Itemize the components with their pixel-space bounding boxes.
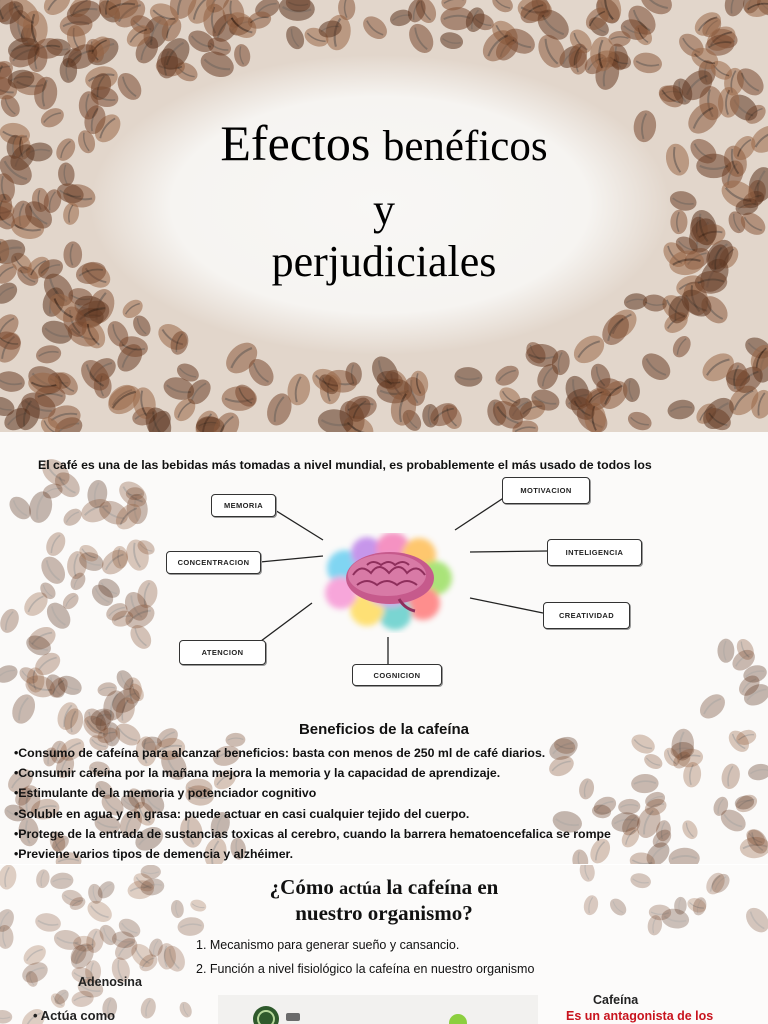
benefit-item: •Consumir cafeína por la mañana mejora la memoria y la capacidad de aprendizaje. bbox=[14, 766, 501, 781]
title-cafeina-en: la cafeína en bbox=[386, 875, 499, 899]
node-memoria: MEMORIA bbox=[211, 494, 276, 517]
title-line-3: perjudiciales bbox=[271, 237, 497, 286]
adenosina-label: Adenosina bbox=[78, 975, 142, 989]
title-actua: actúa bbox=[339, 878, 382, 898]
mechanism-slide bbox=[0, 865, 768, 1024]
title-word-beneficos: benéficos bbox=[382, 123, 548, 170]
molecule-icon bbox=[253, 1006, 279, 1024]
antagonista-text: Es un antagonista de los bbox=[566, 1009, 714, 1023]
node-motivacion: MOTIVACION bbox=[502, 477, 590, 504]
benefit-item: •Protege de la entrada de sustancias toxicas al cerebro, cuando la barrera hematoencefalica se rompe bbox=[14, 826, 611, 841]
connector-motivacion bbox=[455, 497, 505, 530]
title-como: ¿Cómo bbox=[269, 875, 334, 899]
step-item: 2. Función a nivel fisiológico la cafeína en nuestro organismo bbox=[196, 962, 535, 976]
node-atencion: ATENCION bbox=[179, 640, 266, 665]
title-slide bbox=[0, 0, 768, 432]
node-creatividad: CREATIVIDAD bbox=[543, 602, 630, 629]
benefits-list bbox=[14, 743, 611, 864]
node-cognicion: COGNICION bbox=[352, 664, 442, 686]
benefit-item: •Estimulante de la memoria y potenciador cognitivo bbox=[14, 786, 317, 801]
benefits-slide bbox=[0, 432, 768, 864]
title-line-2: nuestro organismo? bbox=[295, 901, 473, 925]
node-concentracion: CONCENTRACION bbox=[166, 551, 261, 574]
step-item: 1. Mecanismo para generar sueño y cansancio. bbox=[196, 938, 460, 952]
mechanism-title bbox=[0, 875, 768, 926]
brain-illustration bbox=[315, 533, 465, 633]
connector-atencion bbox=[257, 603, 312, 644]
benefits-title: Beneficios de la cafeína bbox=[298, 721, 470, 738]
connector-inteligencia bbox=[470, 551, 547, 552]
title-line-2: y bbox=[373, 185, 395, 234]
receptor-figure bbox=[218, 995, 538, 1024]
intro-text: El café es una de las bebidas más tomadas a nivel mundial, es probablemente el más usado de todos los bbox=[38, 458, 652, 472]
benefit-item: •Consumo de cafeína para alcanzar beneficios: basta con menos de 250 ml de café diarios. bbox=[14, 746, 546, 760]
node-inteligencia: INTELIGENCIA bbox=[547, 539, 642, 566]
title-line-1 bbox=[0, 115, 768, 171]
cafeina-label: Cafeína bbox=[593, 993, 639, 1007]
title-word-efectos: Efectos bbox=[220, 115, 371, 171]
steps-list bbox=[196, 933, 534, 981]
connector-concentracion bbox=[260, 556, 323, 562]
connector-creatividad bbox=[470, 598, 543, 613]
benefit-item: •Soluble en agua y en grasa: puede actuar en casi cualquier tejido del cuerpo. bbox=[14, 806, 470, 821]
benefit-item: •Previene varios tipos de demencia y alzhéimer. bbox=[14, 847, 294, 862]
actua-como-bullet: • Actúa como bbox=[33, 1008, 116, 1023]
